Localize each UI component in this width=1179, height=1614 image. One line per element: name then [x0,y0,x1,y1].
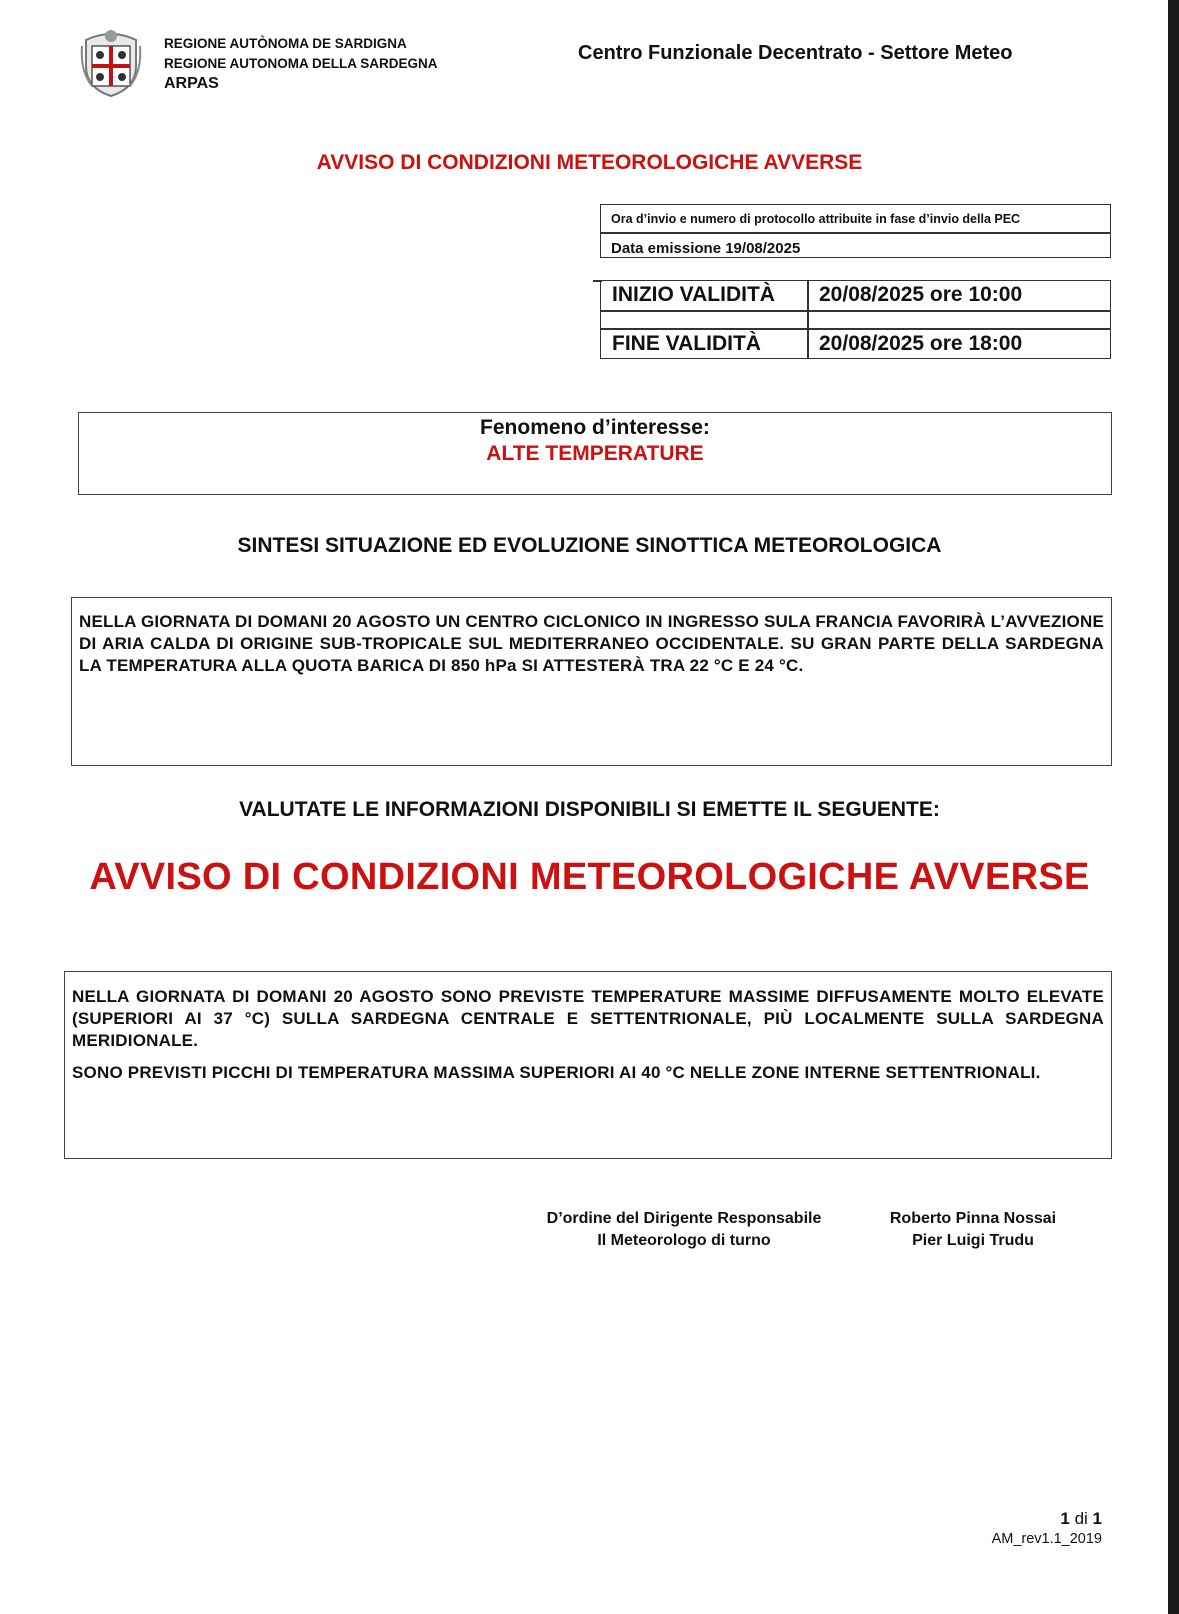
pec-info-box [600,204,1111,258]
warning-paragraph-2: SONO PREVISTI PICCHI DI TEMPERATURA MASSIMA SUPERIORI AI 40 °C NELLE ZONE INTERNE SETTENTRIONALI. [72,1063,1041,1082]
validity-start-value: 20/08/2025 ore 10:00 [819,283,1023,306]
validity-table-column-divider [807,281,809,358]
page-number [980,1509,1102,1529]
synopsis-title: SINTESI SITUAZIONE ED EVOLUZIONE SINOTTICA METEOROLOGICA [237,534,942,557]
sardinia-coat-of-arms-icon [78,26,144,98]
validity-table-row-divider [601,310,1110,312]
document-title: AVVISO DI CONDIZIONI METEOROLOGICHE AVVERSE [316,151,863,174]
pec-divider [600,232,1111,234]
header-line-1: REGIONE AUTÒNOMA DE SARDIGNA [164,36,407,51]
signature-role-1: D’ordine del Dirigente Responsabile [546,1210,822,1227]
signature-names [882,1208,1064,1252]
page-current: 1 [1060,1509,1070,1528]
phenomenon-value: ALTE TEMPERATURE [486,442,704,465]
phenomenon-label: Fenomeno d’interesse: [480,416,710,439]
warning-paragraph-1: NELLA GIORNATA DI DOMANI 20 AGOSTO SONO PREVISTE TEMPERATURE MASSIME DIFFUSAMENTE MOLTO ELEVATE (SUPERIORI AI 37 °C) SULLA SARDEGNA CENTRALE E SETTENTRIONALE, PIÙ LOCALMENTE SULLA SARDEGNA MERIDIONALE. [72,987,1104,1050]
header-center-name: Centro Funzionale Decentrato - Settore Meteo [578,42,1013,64]
signature-roles [534,1208,834,1252]
header-organization [164,34,438,94]
signature-role-2: Il Meteorologo di turno [597,1232,771,1249]
warning-box [64,971,1112,1159]
signature-name-2: Pier Luigi Trudu [912,1232,1034,1249]
header-line-2: REGIONE AUTONOMA DELLA SARDEGNA [164,56,438,71]
header-line-3: ARPAS [164,75,219,92]
pec-note: Ora d’invio e numero di protocollo attribuite in fase d’invio della PEC [611,212,1021,226]
validity-end-label: FINE VALIDITÀ [612,332,761,355]
document-code: AM_rev1.1_2019 [991,1531,1102,1547]
page-total: 1 [1092,1509,1102,1528]
synopsis-text: NELLA GIORNATA DI DOMANI 20 AGOSTO UN CENTRO CICLONICO IN INGRESSO SULA FRANCIA FAVORIRÀ L’AVVEZIONE DI ARIA CALDA DI ORIGINE SUB-TROPICALE SUL MEDITERRANEO OCCIDENTALE. SU GRAN PARTE DELLA SARDEGNA LA TEMPERATURA ALLA QUOTA BARICA DI 850 hPa SI ATTESTERÀ TRA 22 °C E 24 °C. [79,612,1104,675]
validity-end-value: 20/08/2025 ore 18:00 [819,332,1023,355]
emission-date: Data emissione 19/08/2025 [611,240,801,257]
phenomenon-box [78,412,1112,495]
validity-table-row-divider [601,328,1110,330]
signature-name-1: Roberto Pinna Nossai [889,1210,1057,1227]
page-separator: di [1074,1509,1088,1528]
warning-title: AVVISO DI CONDIZIONI METEOROLOGICHE AVVERSE [89,856,1090,898]
validity-table [600,280,1111,359]
synopsis-box [71,597,1112,766]
evaluation-statement: VALUTATE LE INFORMAZIONI DISPONIBILI SI EMETTE IL SEGUENTE: [239,798,940,821]
validity-start-label: INIZIO VALIDITÀ [612,283,775,306]
